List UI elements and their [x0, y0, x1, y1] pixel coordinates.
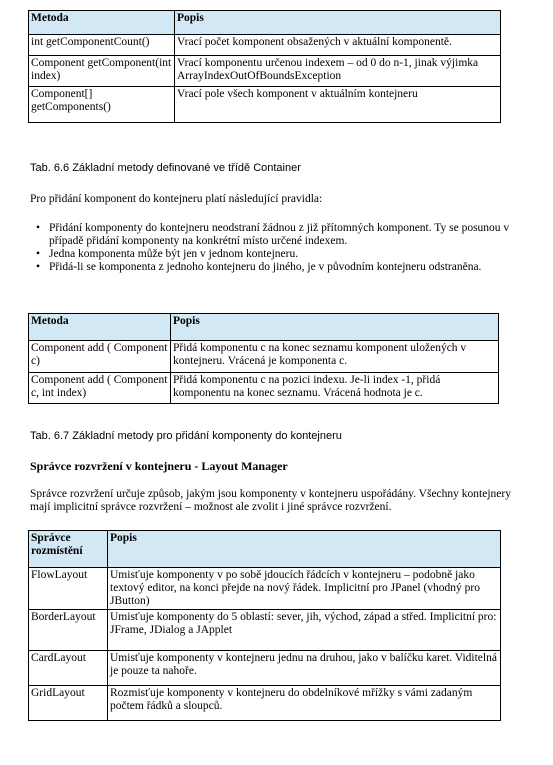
table-row — [29, 341, 499, 373]
manager-cell: GridLayout — [29, 686, 108, 721]
intro-paragraph: Pro přidání komponent do kontejneru platí následující pravidla: — [30, 193, 323, 205]
method-cell: Component getComponent(int index) — [29, 56, 175, 87]
table-row — [29, 686, 501, 721]
table-row — [29, 373, 499, 404]
table-header-row — [29, 314, 499, 341]
description-cell: Rozmisťuje komponenty v kontejneru do obdelníkové mřížky s vámi zadaným počtem řádků a sloupců. — [108, 686, 501, 721]
column-header-method: Metoda — [29, 314, 171, 341]
table-row — [29, 651, 501, 686]
description-cell: Umisťuje komponenty v kontejneru jednu na druhou, jako v balíčku karet. Viditelná je pouze ta nahoře. — [108, 651, 501, 686]
rule-text: Přidá-li se komponenta z jednoho kontejneru do jiného, je v původním kontejneru odstraněna. — [49, 261, 482, 273]
table-header-row — [29, 11, 501, 35]
method-cell: int getComponentCount() — [29, 35, 175, 56]
bullet-icon: • — [36, 248, 41, 260]
bullet-icon: • — [36, 261, 41, 273]
table-row — [29, 35, 501, 56]
table-caption: Tab. 6.6 Základní metody definované ve třídě Container — [30, 162, 301, 174]
description-cell: Vrací pole všech komponent v aktuálním kontejneru — [175, 87, 501, 123]
description-cell: Vrací počet komponent obsažených v aktuální komponentě. — [175, 35, 501, 56]
table-row — [29, 87, 501, 123]
section-paragraph: Správce rozvržení určuje způsob, jakým jsou komponenty v kontejneru uspořádány. Všechny kontejnery mají implicitní správce rozvržení – možnost ale zvolit i jiné správce rozvržení. — [30, 488, 511, 513]
bullet-icon: • — [36, 222, 41, 234]
column-header-description: Popis — [175, 11, 501, 35]
list-item — [30, 261, 520, 274]
section-heading: Správce rozvržení v kontejneru - Layout Manager — [30, 459, 288, 473]
method-cell: Component add ( Component c) — [29, 341, 171, 373]
table-row — [29, 56, 501, 87]
list-item — [30, 248, 520, 261]
container-methods-table — [28, 10, 501, 123]
manager-cell: FlowLayout — [29, 568, 108, 610]
method-cell: Component add ( Component c, int index) — [29, 373, 171, 404]
list-item — [30, 222, 520, 248]
table-caption: Tab. 6.7 Základní metody pro přidání komponenty do kontejneru — [30, 430, 342, 442]
description-cell: Přidá komponentu c na pozici indexu. Je-li index -1, přidá komponentu na konec seznamu. Vrácená hodnota je c. — [171, 373, 499, 404]
description-cell: Umisťuje komponenty v po sobě jdoucích řádcích v kontejneru – podobně jako textový editor, na konci přejde na nový řádek. Implicitní pro JPanel (vhodný pro JButton) — [108, 568, 501, 610]
column-header-manager: Správce rozmístění — [29, 531, 108, 568]
column-header-description: Popis — [108, 531, 501, 568]
layout-managers-table — [28, 530, 501, 721]
manager-cell: BorderLayout — [29, 610, 108, 651]
table-row — [29, 610, 501, 651]
description-cell: Vrací komponentu určenou indexem – od 0 do n-1, jinak výjimka ArrayIndexOutOfBoundsException — [175, 56, 501, 87]
add-methods-table — [28, 313, 499, 404]
table-header-row — [29, 531, 501, 568]
description-cell: Umisťuje komponenty do 5 oblastí: sever, jih, východ, západ a střed. Implicitní pro: JFrame, JDialog a JApplet — [108, 610, 501, 651]
method-cell: Component[] getComponents() — [29, 87, 175, 123]
rules-list — [30, 222, 520, 274]
description-cell: Přidá komponentu c na konec seznamu komponent uložených v kontejneru. Vrácená je komponenta c. — [171, 341, 499, 373]
rule-text: Přidání komponenty do kontejneru neodstraní žádnou z již přítomných komponent. Ty se posunou v případě přidání komponenty na konkrétní místo určené indexem. — [49, 222, 510, 247]
table-row — [29, 568, 501, 610]
manager-cell: CardLayout — [29, 651, 108, 686]
column-header-description: Popis — [171, 314, 499, 341]
column-header-method: Metoda — [29, 11, 175, 35]
rule-text: Jedna komponenta může být jen v jednom kontejneru. — [49, 248, 299, 260]
